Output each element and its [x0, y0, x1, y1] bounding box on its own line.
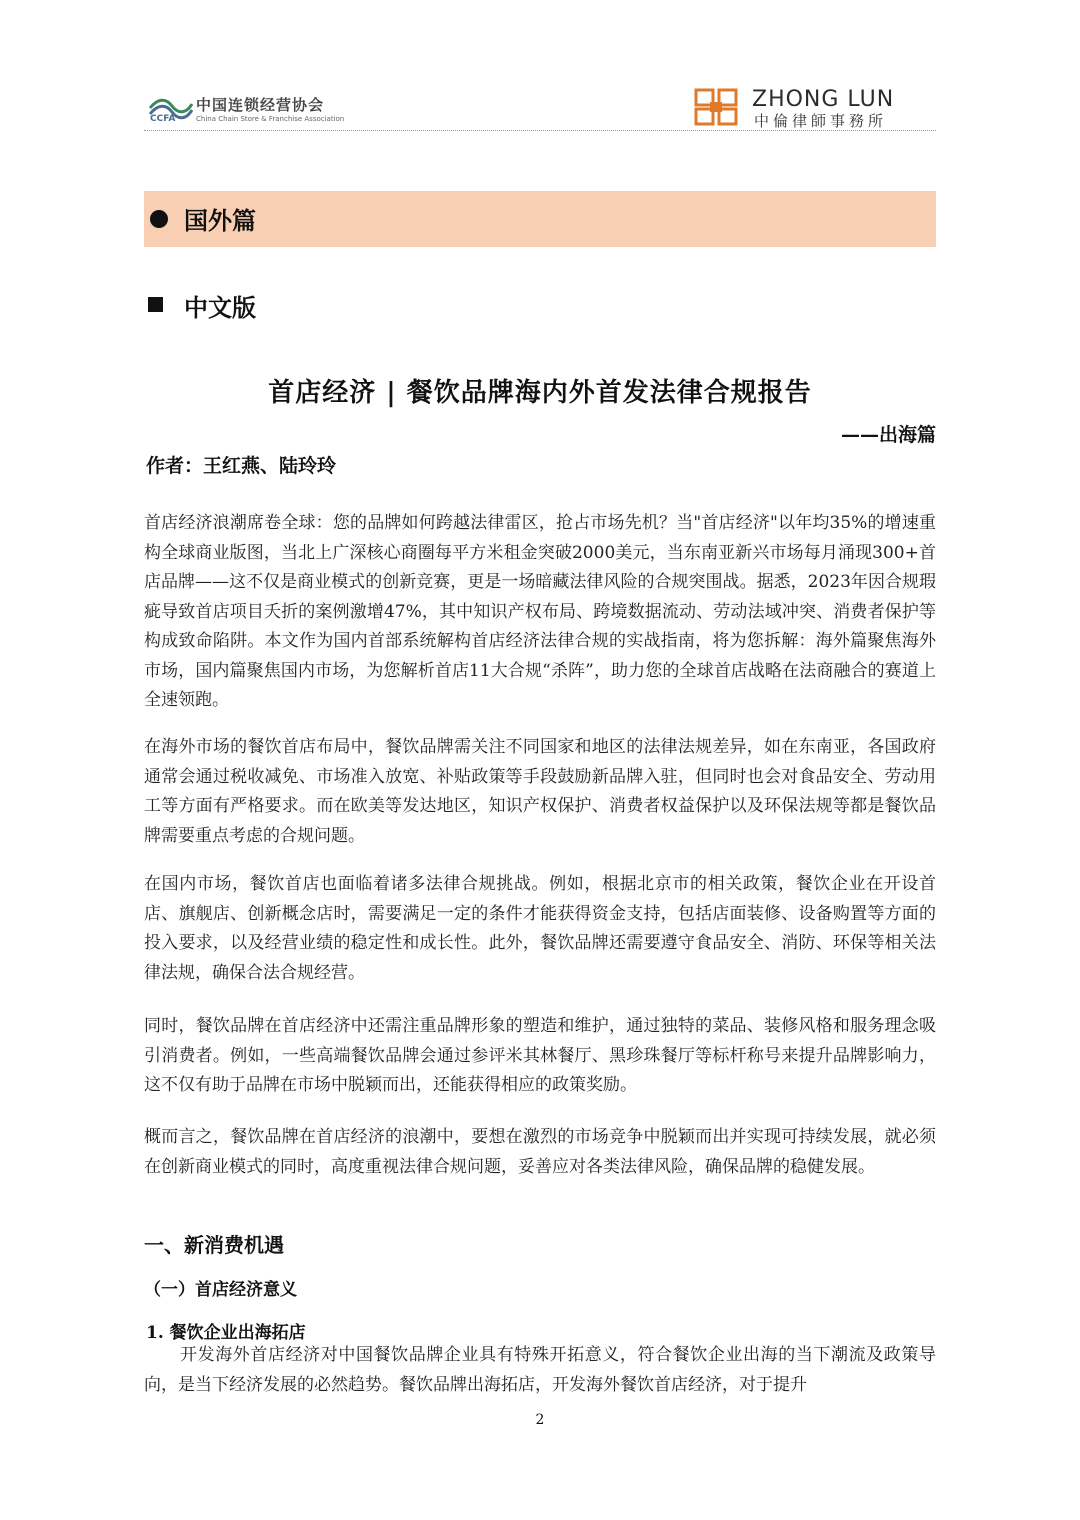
heading-level-1: 一、新消费机遇 — [144, 1233, 284, 1257]
zhonglun-logo-icon — [694, 88, 738, 126]
heading-level-2: （一）首店经济意义 — [144, 1280, 297, 1300]
paragraph-summary: 概而言之，餐饮品牌在首店经济的浪潮中，要想在激烈的市场竞争中脱颖而出并实现可持续发展，就必须在创新商业模式的同时，高度重视法律合规问题，妥善应对各类法律风险，确保品牌的稳健发展。 — [144, 1127, 936, 1177]
header-divider — [144, 130, 936, 131]
zhonglun-chinese-name: 中倫律師事務所 — [754, 112, 888, 130]
page-number: 2 — [535, 1412, 545, 1428]
page-header — [144, 84, 936, 128]
paragraph-domestic: 在国内市场，餐饮首店也面临着诸多法律合规挑战。例如，根据北京市的相关政策，餐饮企业在开设首店、旗舰店、创新概念店时，需要满足一定的条件才能获得资金支持，包括店面装修、设备购置等方面的投入要求，以及经营业绩的稳定性和成长性。此外，餐饮品牌还需要遵守食品安全、消防、环保等相关法律法规，确保合法合规经营。 — [144, 874, 936, 983]
paragraph-brand: 同时，餐饮品牌在首店经济中还需注重品牌形象的塑造和维护，通过独特的菜品、装修风格和服务理念吸引消费者。例如，一些高端餐饮品牌会通过参评米其林餐厅、黑珍珠餐厅等标杆称号来提升品牌影响力，这不仅有助于品牌在市场中脱颖而出，还能获得相应的政策奖励。 — [144, 1016, 936, 1095]
paragraph-overseas: 在海外市场的餐饮首店布局中，餐饮品牌需关注不同国家和地区的法律法规差异，如在东南亚，各国政府通常会通过税收减免、市场准入放宽、补贴政策等手段鼓励新品牌入驻，但同时也会对食品安全、劳动用工等方面有严格要求。而在欧美等发达地区，知识产权保护、消费者权益保护以及环保法规等都是餐饮品牌需要重点考虑的合规问题。 — [144, 737, 936, 846]
ccfa-english-name: China Chain Store & Franchise Association — [196, 115, 345, 123]
section-label: 中文版 — [184, 294, 256, 322]
zhonglun-name: ZHONG LUN — [752, 87, 895, 112]
document-author: 作者：王红燕、陆玲玲 — [146, 455, 337, 477]
section-banner — [144, 191, 936, 247]
bullet-dot-icon — [150, 210, 168, 228]
document-subtitle: ——出海篇 — [840, 424, 936, 446]
ccfa-name: 中国连锁经营协会 — [196, 96, 325, 114]
heading-level-3: 1. 餐饮企业出海拓店 — [146, 1323, 306, 1343]
ccfa-abbreviation: CCFA — [150, 114, 176, 124]
banner-label: 国外篇 — [184, 207, 256, 235]
paragraph-overseas-expansion: 开发海外首店经济对中国餐饮品牌企业具有特殊开拓意义，符合餐饮企业出海的当下潮流及政策导向，是当下经济发展的必然趋势。餐饮品牌出海拓店，开发海外餐饮首店经济，对于提升 — [144, 1345, 936, 1395]
document-title: 首店经济 | 餐饮品牌海内外首发法律合规报告 — [268, 378, 812, 408]
bullet-square-icon — [148, 297, 163, 312]
paragraph-intro: 首店经济浪潮席卷全球：您的品牌如何跨越法律雷区，抢占市场先机？当"首店经济"以年均35%的增速重构全球商业版图，当北上广深核心商圈每平方米租金突破2000美元，当东南亚新兴市场每月涌现300+首店品牌——这不仅是商业模式的创新竞赛，更是一场暗藏法律风险的合规突围战。据悉，2023年因合规瑕疵导致首店项目夭折的案例激增47%，其中知识产权布局、跨境数据流动、劳动法域冲突、消费者保护等构成致命陷阱。本文作为国内首部系统解构首店经济法律合规的实战指南，将为您拆解：海外篇聚焦海外市场，国内篇聚焦国内市场，为您解析首店11大合规“杀阵”，助力您的全球首店战略在法商融合的赛道上全速领跑。 — [144, 513, 936, 710]
